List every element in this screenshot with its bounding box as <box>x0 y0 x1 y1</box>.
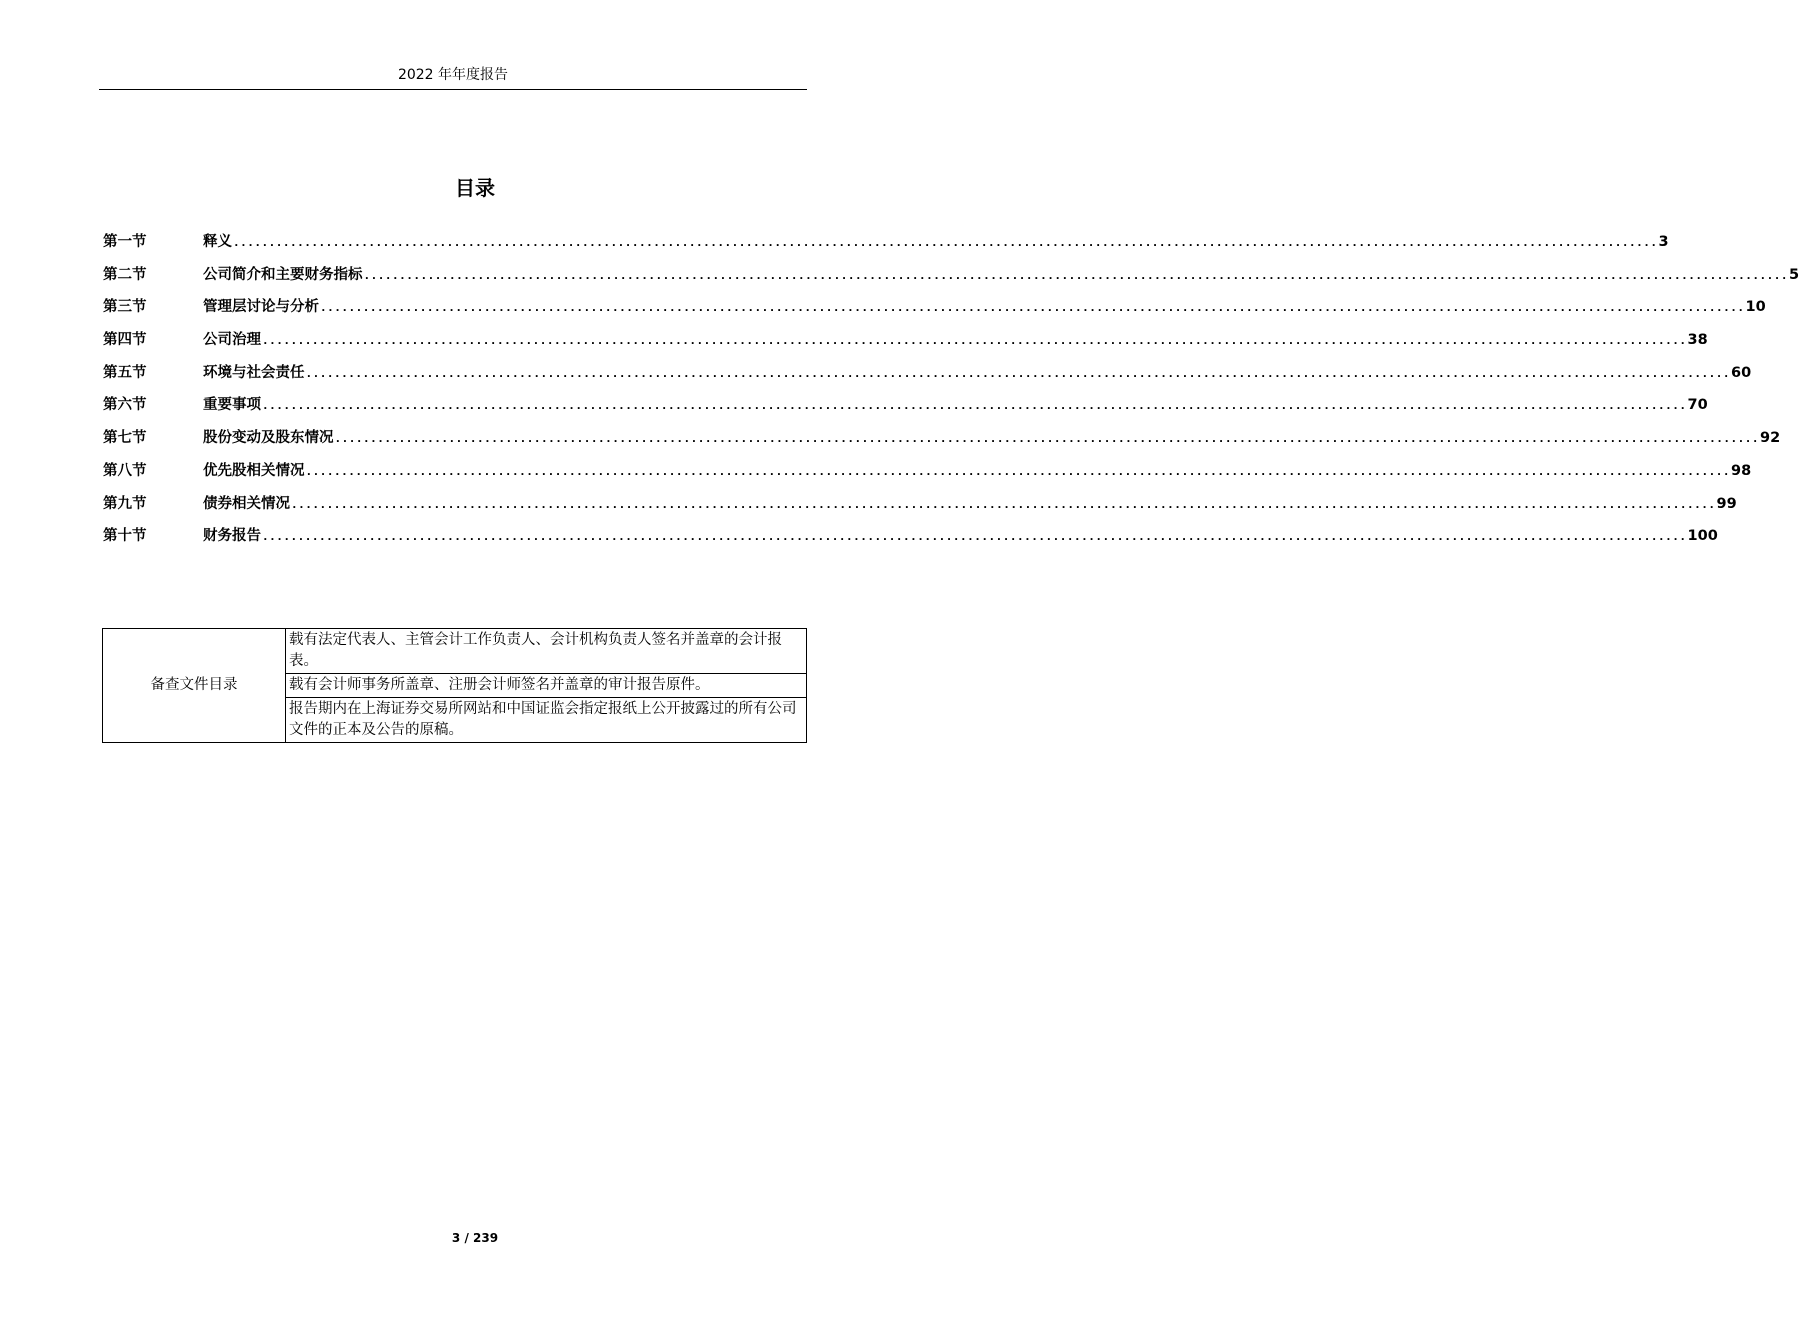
toc-section-name: 股份变动及股东情况 <box>203 430 334 447</box>
toc-entry[interactable] <box>103 295 1766 328</box>
toc-page-number: 38 <box>1687 332 1708 349</box>
toc-leader-dots: ........................................................................................................................................................................................................ <box>305 464 1731 478</box>
toc-page-number: 60 <box>1731 364 1752 381</box>
toc-section-name: 释义 <box>203 234 232 250</box>
toc-leader-dots: ........................................................................................................................................................................................................ <box>262 399 1687 413</box>
toc-section-name: 管理层讨论与分析 <box>203 299 319 316</box>
toc-page-number: 5 <box>1789 266 1799 283</box>
reference-document-entry: 载有会计师事务所盖章、注册会计师签名并盖章的审计报告原件。 <box>286 674 807 698</box>
toc-page-number: 99 <box>1716 495 1737 512</box>
reference-documents-label: 备查文件目录 <box>103 629 286 743</box>
toc-section-name: 重要事项 <box>203 397 261 414</box>
report-title: 2022 年年度报告 <box>397 67 509 83</box>
toc-leader-dots: ........................................................................................................................................................................................................ <box>363 268 1789 282</box>
toc-section-number: 第七节 <box>103 430 147 447</box>
toc-page-number: 10 <box>1745 299 1766 316</box>
toc-section-number: 第五节 <box>103 364 147 381</box>
toc-section-name: 公司简介和主要财务指标 <box>203 266 363 283</box>
toc-section-number: 第十节 <box>103 528 147 545</box>
table-of-contents <box>103 230 1799 557</box>
toc-leader-dots: ........................................................................................................................................................................................................ <box>291 497 1716 511</box>
toc-entry[interactable] <box>103 361 1752 394</box>
toc-entry[interactable] <box>103 524 1718 557</box>
toc-section-number: 第六节 <box>103 397 147 414</box>
toc-page-number: 92 <box>1760 430 1781 447</box>
toc-entry[interactable] <box>103 492 1737 525</box>
toc-section-number: 第三节 <box>103 299 147 316</box>
toc-leader-dots: ........................................................................................................................................................................................................ <box>334 432 1760 446</box>
toc-entry[interactable] <box>103 426 1781 459</box>
toc-page-number: 3 <box>1658 234 1669 250</box>
toc-leader-dots: ........................................................................................................................................................................................................ <box>233 236 1658 249</box>
toc-page-number: 70 <box>1687 397 1708 414</box>
toc-section-number: 第二节 <box>103 266 147 283</box>
reference-document-entry: 报告期内在上海证券交易所网站和中国证监会指定报纸上公开披露过的所有公司文件的正本及公告的原稿。 <box>286 698 807 743</box>
toc-leader-dots: ........................................................................................................................................................................................................ <box>320 301 1745 315</box>
toc-title: 目录 <box>455 176 495 200</box>
page-number: 3 / 239 <box>451 1231 499 1245</box>
toc-leader-dots: ........................................................................................................................................................................................................ <box>262 334 1687 348</box>
table-row <box>103 629 807 674</box>
toc-section-number: 第九节 <box>103 495 147 512</box>
reference-document-entry: 载有法定代表人、主管会计工作负责人、会计机构负责人签名并盖章的会计报表。 <box>286 629 807 674</box>
toc-entry[interactable] <box>103 230 1669 263</box>
toc-entry[interactable] <box>103 328 1708 361</box>
toc-section-name: 环境与社会责任 <box>203 364 305 381</box>
toc-page-number: 100 <box>1687 528 1718 545</box>
toc-leader-dots: ........................................................................................................................................................................................................ <box>262 530 1687 544</box>
toc-entry[interactable] <box>103 393 1708 426</box>
page-header <box>99 0 807 90</box>
toc-leader-dots: ........................................................................................................................................................................................................ <box>305 366 1731 380</box>
toc-entry[interactable] <box>103 459 1752 492</box>
toc-section-number: 第四节 <box>103 332 147 349</box>
toc-section-number: 第一节 <box>103 234 147 250</box>
reference-documents-table <box>102 628 807 743</box>
toc-section-number: 第八节 <box>103 462 147 479</box>
toc-section-name: 公司治理 <box>203 332 261 349</box>
toc-page-number: 98 <box>1731 462 1752 479</box>
toc-section-name: 优先股相关情况 <box>203 462 305 479</box>
toc-entry[interactable] <box>103 263 1799 296</box>
toc-section-name: 债券相关情况 <box>203 495 290 512</box>
toc-section-name: 财务报告 <box>203 528 261 545</box>
